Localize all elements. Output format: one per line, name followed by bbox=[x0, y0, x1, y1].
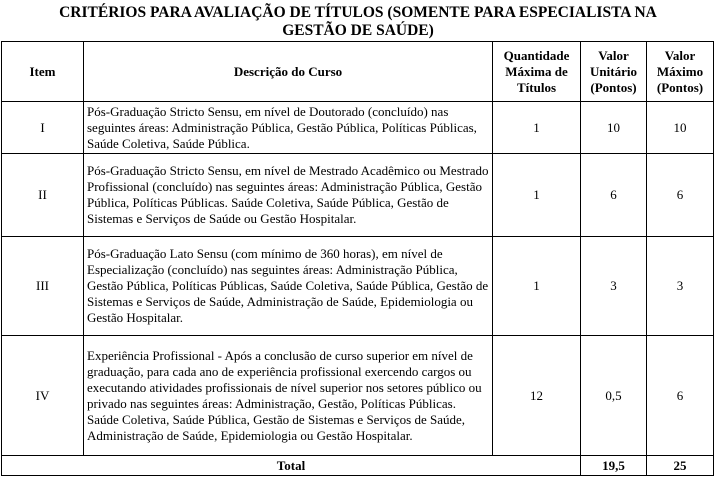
header-quantidade-line: Máxima de bbox=[505, 63, 568, 79]
table-row bbox=[2, 336, 714, 456]
row-maximo: 10 bbox=[647, 102, 714, 154]
row-unitario: 0,5 bbox=[581, 336, 647, 456]
row-quantidade: 1 bbox=[493, 154, 581, 237]
header-maximo bbox=[647, 42, 714, 102]
row-quantidade: 1 bbox=[493, 237, 581, 336]
header-maximo-line: Máximo bbox=[656, 63, 704, 79]
row-descricao: Experiência Profissional - Após a conclusão de curso superior em nível de graduação, para cada ano de experiência profissional exercendo cargos ou executando atividades profissionais de nível superior nos setores público ou privado nas seguintes áreas: Administração, Gestão, Políticas Públicas. Saúde Coletiva, Saúde Pública, Gestão de Sistemas e Serviços de Saúde, Administração de Saúde, Epidemiologia ou Gestão Hospitalar. bbox=[84, 336, 493, 456]
row-quantidade: 12 bbox=[493, 336, 581, 456]
header-maximo-line: (Pontos) bbox=[656, 79, 704, 95]
header-unitario-line: Valor bbox=[598, 47, 629, 63]
header-unitario bbox=[581, 42, 647, 102]
header-quantidade bbox=[493, 42, 581, 102]
row-item: I bbox=[2, 102, 84, 154]
title-line-1: CRITÉRIOS PARA AVALIAÇÃO DE TÍTULOS (SOMENTE PARA ESPECIALISTA NA bbox=[59, 4, 657, 21]
row-maximo: 6 bbox=[647, 336, 714, 456]
row-maximo: 3 bbox=[647, 237, 714, 336]
row-item: IV bbox=[2, 336, 84, 456]
row-descricao: Pós-Graduação Lato Sensu (com mínimo de 360 horas), em nível de Especialização (concluído) nas seguintes áreas: Administração Pública, Gestão Pública, Políticas Públicas, Saúde Coletiva, Saúde Pública, Gestão de Sistemas e Serviços de Saúde, Administração de Saúde, Epidemiologia ou Gestão Hospitalar. bbox=[84, 237, 493, 336]
row-item: II bbox=[2, 154, 84, 237]
row-unitario: 10 bbox=[581, 102, 647, 154]
header-quantidade-line: Quantidade bbox=[503, 47, 570, 63]
row-unitario: 6 bbox=[581, 154, 647, 237]
table-row bbox=[2, 154, 714, 237]
header-unitario-line: (Pontos) bbox=[590, 79, 637, 95]
title-line-2: GESTÃO DE SAÚDE) bbox=[282, 22, 434, 39]
row-descricao: Pós-Graduação Stricto Sensu, em nível de Doutorado (concluído) nas seguintes áreas: Administração Pública, Gestão Pública, Políticas Públicas, Saúde Coletiva, Saúde Pública. bbox=[84, 102, 493, 154]
header-item: Item bbox=[2, 42, 84, 102]
page-title bbox=[0, 4, 716, 40]
header-unitario-line: Unitário bbox=[590, 63, 637, 79]
row-quantidade: 1 bbox=[493, 102, 581, 154]
row-item: III bbox=[2, 237, 84, 336]
header-maximo-line: Valor bbox=[664, 47, 696, 63]
total-unitario: 19,5 bbox=[581, 456, 647, 476]
total-row bbox=[2, 456, 714, 476]
row-unitario: 3 bbox=[581, 237, 647, 336]
criteria-table bbox=[1, 41, 714, 476]
total-label: Total bbox=[2, 456, 581, 476]
table-row bbox=[2, 102, 714, 154]
total-maximo: 25 bbox=[647, 456, 714, 476]
row-descricao: Pós-Graduação Stricto Sensu, em nível de Mestrado Acadêmico ou Mestrado Profissional (concluído) nas seguintes áreas: Administração Pública, Gestão Pública, Políticas Públicas. Saúde Coletiva, Saúde Pública, Gestão de Sistemas e Serviços de Saúde ou Gestão Hospitalar. bbox=[84, 154, 493, 237]
table-row bbox=[2, 237, 714, 336]
table-header-row bbox=[2, 42, 714, 102]
header-descricao: Descrição do Curso bbox=[84, 42, 493, 102]
row-maximo: 6 bbox=[647, 154, 714, 237]
header-quantidade-line: Títulos bbox=[516, 79, 556, 95]
